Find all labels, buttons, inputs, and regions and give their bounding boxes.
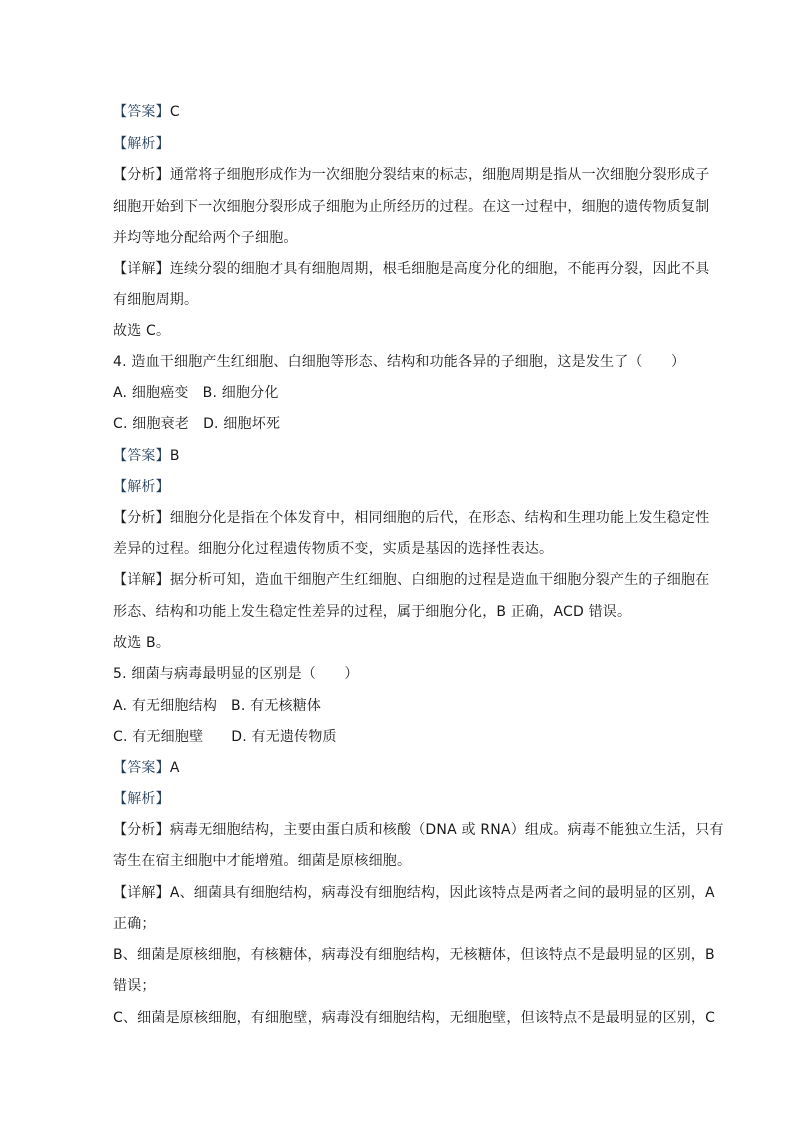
q4-options-row-1 — [113, 383, 714, 403]
answer-value: C — [169, 104, 180, 120]
q5-stem: 5. 细菌与病毒最明显的区别是（ ） — [113, 666, 359, 682]
q5-xiangjie-line-4: 错误； — [113, 978, 156, 994]
q5-jiexi — [113, 789, 714, 809]
fenxi-text: 病毒无细胞结构，主要由蛋白质和核酸（DNA 或 RNA）组成。病毒不能独立生活，只有 — [169, 822, 724, 838]
q4-option-d: D. 细胞坏死 — [203, 416, 281, 432]
answer-tag: 【答案】 — [113, 448, 170, 464]
jiexi-tag: 【解析】 — [113, 136, 170, 152]
q3-fenxi-line-1 — [113, 165, 714, 185]
q3-jiexi — [113, 134, 714, 154]
q3-answer — [113, 102, 714, 122]
q4-options-row-2 — [113, 414, 714, 434]
q5-option-d: D. 有无遗传物质 — [231, 729, 337, 745]
fenxi-text: 细胞分化是指在个体发育中，相同细胞的后代，在形态、结构和生理功能上发生稳定性 — [169, 510, 710, 526]
q4-stem: 4. 造血干细胞产生红细胞、白细胞等形态、结构和功能各异的子细胞，这是发生了（ ） — [113, 354, 686, 370]
xiangjie-tag: 【详解】 — [113, 261, 170, 277]
answer-tag: 【答案】 — [113, 760, 170, 776]
q5-options-row-2 — [113, 727, 714, 747]
q4-xiangjie-line-1 — [113, 570, 714, 590]
q5-answer — [113, 758, 714, 778]
xiangjie-text: 连续分裂的细胞才具有细胞周期，根毛细胞是高度分化的细胞，不能再分裂，因此不具 — [169, 261, 710, 277]
q5-xiangjie-line-2: 正确； — [113, 916, 156, 932]
q3-fenxi-line-3: 并均等地分配给两个子细胞。 — [113, 230, 298, 246]
q4-conclusion: 故选 B。 — [113, 635, 171, 651]
answer-tag: 【答案】 — [113, 104, 170, 120]
q5-fenxi-line-2: 寄生在宿主细胞中才能增殖。细菌是原核细胞。 — [113, 853, 412, 869]
fenxi-tag: 【分析】 — [113, 510, 170, 526]
q4-fenxi-line-2: 差异的过程。细胞分化过程遗传物质不变，实质是基因的选择性表达。 — [113, 541, 554, 557]
q4-xiangjie-line-2: 形态、结构和功能上发生稳定性差异的过程，属于细胞分化，B 正确，ACD 错误。 — [113, 604, 632, 620]
xiangjie-text: A、细菌具有细胞结构，病毒没有细胞结构，因此该特点是两者之间的最明显的区别，A — [169, 885, 715, 901]
q5-xiangjie-line-5: C、细菌是原核细胞，有细胞壁，病毒没有细胞结构，无细胞壁，但该特点不是最明显的区别，C — [113, 1010, 716, 1026]
q5-fenxi-line-1 — [113, 820, 724, 840]
q5-option-c: C. 有无细胞壁 — [113, 729, 204, 745]
xiangjie-text: 据分析可知，造血干细胞产生红细胞、白细胞的过程是造血干细胞分裂产生的子细胞在 — [169, 572, 710, 588]
q5-option-a: A. 有无细胞结构 — [113, 698, 218, 714]
xiangjie-tag: 【详解】 — [113, 572, 170, 588]
q5-option-b: B. 有无核糖体 — [231, 698, 322, 714]
q3-xiangjie-line-2: 有细胞周期。 — [113, 292, 199, 308]
q5-xiangjie-line-3: B、细菌是原核细胞，有核糖体，病毒没有细胞结构，无核糖体，但该特点不是最明显的区别，B — [113, 947, 715, 963]
q5-options-row-1 — [113, 696, 714, 716]
q3-xiangjie-line-1 — [113, 259, 714, 279]
xiangjie-tag: 【详解】 — [113, 885, 170, 901]
q4-fenxi-line-1 — [113, 508, 714, 528]
fenxi-text: 通常将子细胞形成作为一次细胞分裂结束的标志，细胞周期是指从一次细胞分裂形成子 — [169, 167, 710, 183]
q4-option-b: B. 细胞分化 — [202, 385, 279, 401]
jiexi-tag: 【解析】 — [113, 791, 170, 807]
q4-option-a: A. 细胞癌变 — [113, 385, 189, 401]
q5-xiangjie-line-1 — [113, 883, 714, 903]
q3-fenxi-line-2: 细胞开始到下一次细胞分裂形成子细胞为止所经历的过程。在这一过程中，细胞的遗传物质复制 — [113, 199, 710, 215]
q4-jiexi — [113, 477, 714, 497]
q3-conclusion: 故选 C。 — [113, 323, 171, 339]
answer-value: B — [169, 448, 180, 464]
jiexi-tag: 【解析】 — [113, 479, 170, 495]
answer-value: A — [169, 760, 180, 776]
q4-answer — [113, 446, 714, 466]
fenxi-tag: 【分析】 — [113, 822, 170, 838]
fenxi-tag: 【分析】 — [113, 167, 170, 183]
q4-option-c: C. 细胞衰老 — [113, 416, 190, 432]
